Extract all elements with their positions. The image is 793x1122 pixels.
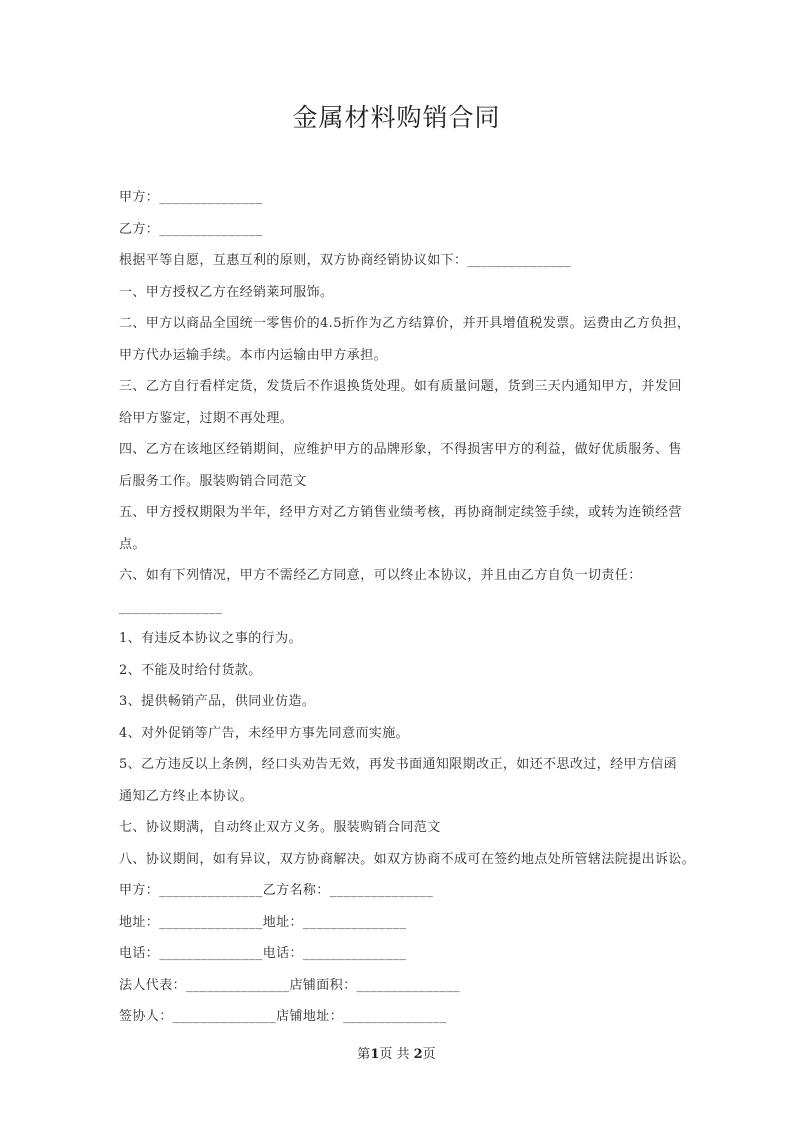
sub-item-3: 3、提供畅销产品，供同业仿造。 bbox=[119, 694, 316, 709]
current-page-number: 1 bbox=[370, 1047, 380, 1062]
clause-2-line-2: 甲方代办运输手续。本市内运输由甲方承担。 bbox=[119, 347, 388, 363]
document-title: 金属材料购销合同 bbox=[292, 103, 501, 132]
footer-suffix: 页 bbox=[422, 1047, 436, 1062]
sub-item-2: 2、不能及时给付货款。 bbox=[119, 662, 262, 678]
sub-item-1: 1、有违反本协议之事的行为。 bbox=[119, 631, 302, 646]
clause-8: 八、协议期间，如有异议，双方协商解决。如双方协商不成可在签约地点处所管辖法院提出诉讼。 bbox=[119, 851, 696, 867]
clause-1: 一、甲方授权乙方在经销莱珂服饰。 bbox=[119, 284, 334, 300]
sub-item-5-line-1: 5、乙方违反以上条例，经口头劝告无效，再发书面通知限期改正，如还不思改过，经甲方信函 bbox=[119, 757, 678, 772]
party-b-line: 乙方：_______________ bbox=[119, 221, 263, 237]
clause-3-line-1: 三、乙方自行看样定货，发货后不作退换货处理。如有质量问题，货到三天内通知甲方，并发回 bbox=[119, 379, 682, 394]
signature-phone-line: 电话：_______________电话：_______________ bbox=[119, 946, 407, 961]
contract-body bbox=[119, 182, 696, 1033]
footer-mid: 页 共 bbox=[379, 1047, 414, 1062]
clause-6-blank: _______________ bbox=[119, 599, 223, 615]
clause-7: 七、协议期满，自动终止双方义务。服装购销合同范文 bbox=[119, 820, 441, 835]
clause-5-line-1: 五、甲方授权期限为半年，经甲方对乙方销售业绩考核，再协商制定续签手续，或转为连锁经营 bbox=[119, 505, 682, 520]
total-page-number: 2 bbox=[413, 1047, 423, 1062]
sub-item-4: 4、对外促销等广告，未经甲方事先同意而实施。 bbox=[119, 725, 410, 741]
sub-item-5-line-2: 通知乙方终止本协议。 bbox=[119, 788, 254, 804]
clause-6-line: 六、如有下列情况，甲方不需经乙方同意，可以终止本协议，并且由乙方自负一切责任： bbox=[119, 568, 642, 583]
footer-prefix: 第 bbox=[357, 1047, 371, 1062]
signature-rep-line: 法人代表：_______________店铺面积：_______________ bbox=[119, 977, 460, 993]
clause-4-line-1: 四、乙方在该地区经销期间，应维护甲方的品牌形象，不得损害甲方的利益，做好优质服务、售 bbox=[119, 442, 682, 457]
signature-party-line: 甲方：_______________乙方名称：_______________ bbox=[119, 883, 434, 898]
signature-address-line: 地址：_______________地址：_______________ bbox=[119, 914, 407, 930]
clause-2-line-1: 二、甲方以商品全国统一零售价的4.5折作为乙方结算价，并开具增值税发票。运费由乙方负担， bbox=[119, 316, 691, 331]
clause-4-line-2: 后服务工作。服装购销合同范文 bbox=[119, 473, 307, 489]
party-a-line: 甲方：_______________ bbox=[119, 190, 263, 205]
clause-3-line-2: 给甲方鉴定，过期不再处理。 bbox=[119, 410, 294, 426]
clause-5-line-2: 点。 bbox=[119, 536, 146, 552]
signature-signer-line: 签协人：_______________店铺地址：_______________ bbox=[119, 1009, 447, 1024]
preamble-line: 根据平等自愿，互惠互利的原则，双方协商经销协议如下：_______________ bbox=[119, 253, 571, 268]
page-footer bbox=[0, 1043, 793, 1062]
